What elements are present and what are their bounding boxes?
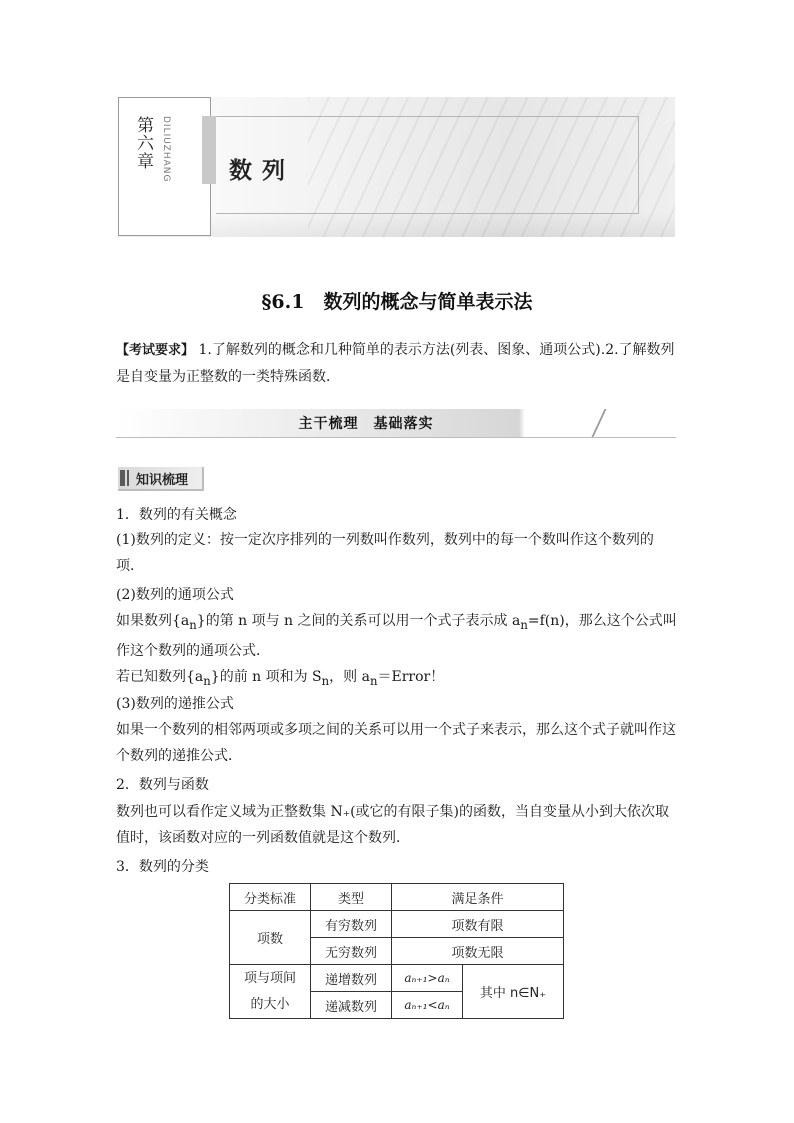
table-cell-formula: aₙ₊₁<aₙ (392, 992, 463, 1019)
tag-marker-icon-thin (127, 470, 129, 486)
paragraph-sequence-function: 数列也可以看作定义域为正整数集 N₊(或它的有限子集)的函数，当自变量从小到大依次取值时，该函数对应的一列函数值就是这个数列． (116, 804, 670, 846)
subscript: n (369, 673, 378, 688)
exam-requirements (116, 337, 678, 390)
heading-concepts: 1．数列的有关概念 (116, 507, 237, 523)
heading-classification: 3．数列的分类 (116, 859, 209, 875)
table-row (230, 965, 564, 992)
text-segment: ，则 a (329, 669, 370, 685)
classification-table (229, 883, 564, 1019)
paragraph-partial-sum (116, 667, 680, 691)
table-cell-group: 项数 (230, 911, 311, 965)
table-cell-line: 的大小 (250, 996, 290, 1012)
band-title: 主干梳理 基础落实 (298, 416, 434, 432)
heading-sequence-function: 2．数列与函数 (116, 777, 209, 793)
tag-marker-icon (120, 470, 125, 486)
text-segment: }的前 n 项和为 S (210, 669, 322, 685)
table-cell: 项数有限 (392, 911, 564, 938)
table-header: 满足条件 (392, 884, 564, 911)
paragraph-recurrence: 如果一个数列的相邻两项或多项之间的关系可以用一个式子来表示，那么这个式子就叫作这个数列的递推公式． (116, 722, 676, 764)
chapter-label: 第六章 (133, 116, 153, 170)
tag-label: 知识梳理 (136, 473, 189, 488)
heading-general-term: (2)数列的通项公式 (116, 587, 234, 603)
table-cell: 有穷数列 (311, 911, 392, 938)
paragraph-definition: (1)数列的定义：按一定次序排列的一列数叫作数列，数列中的每一个数叫作这个数列的项． (116, 532, 654, 574)
table-cell-note: 其中 n∈N₊ (463, 965, 564, 1019)
requirements-text: 1.了解数列的概念和几种简单的表示方法(列表、图象、通项公式).2.了解数列是自变量为正整数的一类特殊函数． (116, 342, 675, 385)
text-segment: }的第 n 项与 n 之间的关系可以用一个式子表示成 a (196, 613, 521, 629)
text-segment: =f(n)，那么这个公式叫作这个数列的通项公式． (116, 613, 677, 659)
subscript: n (203, 673, 211, 688)
requirements-label: 【考试要求】 (116, 343, 195, 358)
table-cell: 项数无限 (392, 938, 564, 965)
section-title: §6.1 数列的概念与简单表示法 (261, 291, 533, 313)
text-segment: 如果数列{a (116, 613, 190, 629)
chapter-pinyin: DILIUZHANG (161, 116, 171, 183)
table-row (230, 911, 564, 938)
table-header: 分类标准 (230, 884, 311, 911)
table-cell-formula: aₙ₊₁>aₙ (392, 965, 463, 992)
chapter-title: 数列 (229, 158, 295, 184)
text-segment: 若已知数列{a (116, 669, 204, 685)
table-cell-group (230, 965, 311, 1019)
paragraph-general-term (116, 608, 680, 664)
table-cell: 递减数列 (311, 992, 392, 1019)
table-cell: 递增数列 (311, 965, 392, 992)
table-cell: 无穷数列 (311, 938, 392, 965)
subscript: n (321, 673, 330, 688)
text-segment: ＝Error！ (377, 669, 445, 685)
table-header-row (230, 884, 564, 911)
subscript: n (189, 617, 197, 632)
table-cell-line: 项与项间 (243, 970, 296, 986)
section-band (116, 409, 676, 438)
chapter-accent-bar (202, 116, 216, 184)
subscript: n (520, 617, 528, 632)
heading-recurrence: (3)数列的递推公式 (116, 696, 234, 712)
knowledge-tag (118, 467, 204, 491)
table-header: 类型 (311, 884, 392, 911)
